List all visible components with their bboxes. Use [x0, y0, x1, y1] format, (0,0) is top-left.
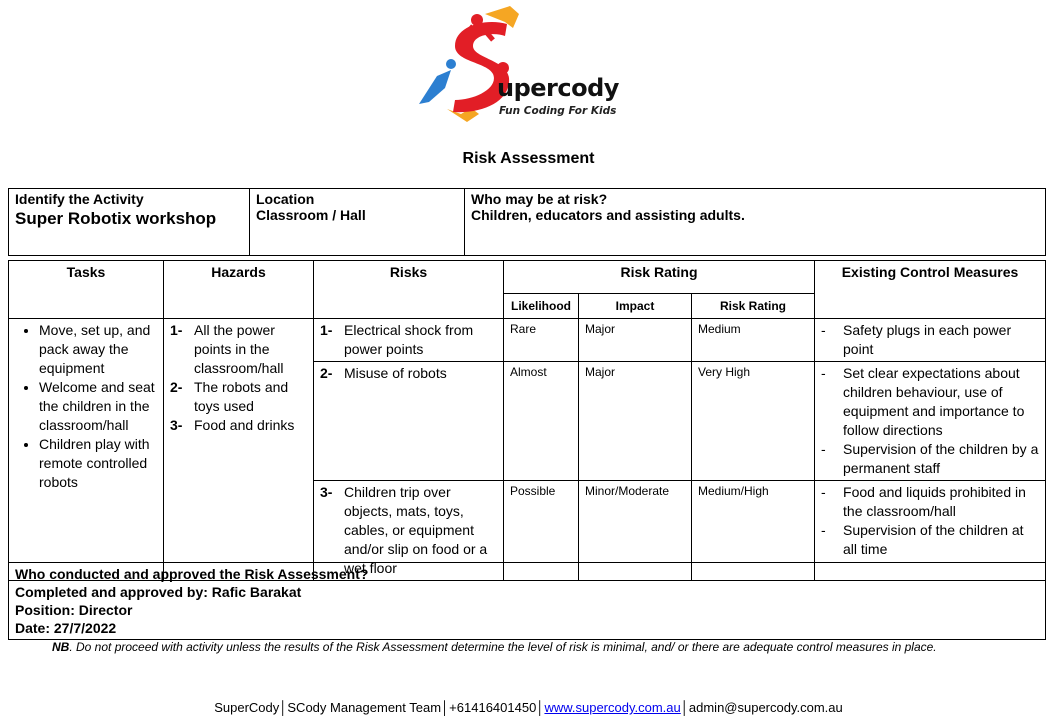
col-tasks: Tasks	[9, 261, 164, 319]
col-controls: Existing Control Measures	[815, 261, 1046, 319]
controls-cell: - Safety plugs in each power point	[815, 319, 1046, 362]
footer	[0, 700, 1057, 715]
col-risk-rating-group: Risk Rating	[504, 261, 815, 294]
controls-cell: - Food and liquids prohibited in the classroom/hall - Supervision of the children at all time	[815, 481, 1046, 581]
location-cell	[250, 189, 465, 256]
task-item: • Welcome and seat the children in the classroom/hall	[39, 378, 157, 435]
activity-cell	[9, 189, 250, 256]
rating-cell: Medium/High	[692, 481, 815, 581]
activity-value: Super Robotix workshop	[15, 209, 217, 228]
controls-cell: - Set clear expectations about children behaviour, use of equipment and importance to follow directions - Supervision of the children by a permanent staff	[815, 362, 1046, 481]
note-prefix: NB	[52, 640, 70, 654]
hazard-item: 2- The robots and toys used	[170, 379, 289, 414]
location-label: Location	[256, 191, 315, 207]
approval-table	[8, 562, 1046, 640]
risk-assessment-table	[8, 260, 1046, 581]
website-link[interactable]: www.supercody.com.au	[544, 700, 681, 715]
who-at-risk-label: Who may be at risk?	[471, 191, 608, 207]
hazard-item: 3- Food and drinks	[170, 417, 295, 433]
activity-header-table	[8, 188, 1046, 256]
logo-tagline: Fun Coding For Kids	[499, 105, 617, 117]
page-title: Risk Assessment	[462, 150, 595, 167]
logo-wordmark: upercody	[497, 74, 619, 102]
approval-cell	[9, 563, 1046, 640]
location-value: Classroom / Hall	[256, 207, 366, 223]
col-risks: Risks	[314, 261, 504, 319]
supercody-logo	[415, 4, 620, 126]
who-at-risk-cell	[465, 189, 1046, 256]
likelihood-cell: Possible	[504, 481, 579, 581]
approval-completed: Completed and approved by: Rafic Barakat	[15, 584, 302, 600]
approval-position: Position: Director	[15, 602, 133, 618]
approval-question: Who conducted and approved the Risk Assessment?	[15, 566, 369, 582]
likelihood-cell: Rare	[504, 319, 579, 362]
who-at-risk-value: Children, educators and assisting adults.	[471, 207, 745, 223]
impact-cell: Minor/Moderate	[579, 481, 692, 581]
task-item: • Move, set up, and pack away the equipment	[39, 321, 157, 378]
col-likelihood: Likelihood	[504, 294, 579, 319]
note-text: . Do not proceed with activity unless the results of the Risk Assessment determine the level of risk is minimal, and/ or there are adequate control measures in place.	[69, 640, 937, 654]
risk-cell: 3- Children trip over objects, mats, toys, cables, or equipment and/or slip on food or a wet floor	[314, 481, 504, 581]
rating-cell: Very High	[692, 362, 815, 481]
tasks-cell	[9, 319, 164, 581]
note	[52, 640, 937, 654]
task-item: • Children play with remote controlled robots	[39, 435, 157, 492]
hazard-item: 1- All the power points in the classroom/hall	[170, 322, 284, 376]
footer-right: │admin@supercody.com.au	[680, 700, 843, 715]
footer-left: SuperCody│SCody Management Team│+61416401450│	[214, 700, 545, 715]
activity-label: Identify the Activity	[15, 191, 144, 207]
col-impact: Impact	[579, 294, 692, 319]
likelihood-cell: Almost	[504, 362, 579, 481]
impact-cell: Major	[579, 362, 692, 481]
approval-date: Date: 27/7/2022	[15, 620, 117, 636]
impact-cell: Major	[579, 319, 692, 362]
hazards-cell	[164, 319, 314, 581]
risk-cell: 1- Electrical shock from power points	[314, 319, 504, 362]
table-row	[9, 319, 1046, 362]
col-hazards: Hazards	[164, 261, 314, 319]
col-rating: Risk Rating	[692, 294, 815, 319]
rating-cell: Medium	[692, 319, 815, 362]
risk-cell: 2- Misuse of robots	[314, 362, 504, 481]
